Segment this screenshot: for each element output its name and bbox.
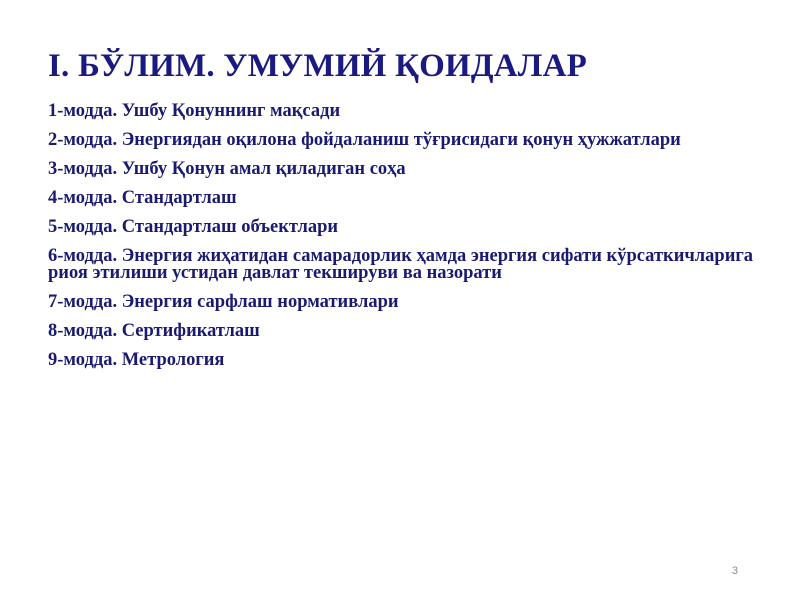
list-item: 4-модда. Стандартлаш (48, 188, 237, 208)
list-item: 2-модда. Энергиядан оқилона фойдаланиш тўғрисидаги қонун ҳужжатлари (48, 130, 681, 150)
list-item: 6-модда. Энергия жиҳатидан самарадорлик ҳамда энергия сифати кўрсаткичларига риоя этилиши устидан давлат текшируви ва назорати (48, 246, 754, 283)
list-item: 9-модда. Метрология (48, 350, 225, 370)
list-item: 1-модда. Ушбу Қонуннинг мақсади (48, 101, 341, 121)
page-number: 3 (731, 565, 738, 577)
list-item: 3-модда. Ушбу Қонун амал қиладиган соҳа (48, 159, 406, 179)
list-item: 7-модда. Энергия сарфлаш нормативлари (48, 292, 399, 312)
list-item: 5-модда. Стандартлаш объектлари (48, 217, 339, 237)
list-item: 8-модда. Сертификатлаш (48, 321, 260, 341)
article-list (48, 100, 768, 378)
slide-title: I. БЎЛИМ. УМУМИЙ ҚОИДАЛАР (48, 48, 587, 84)
